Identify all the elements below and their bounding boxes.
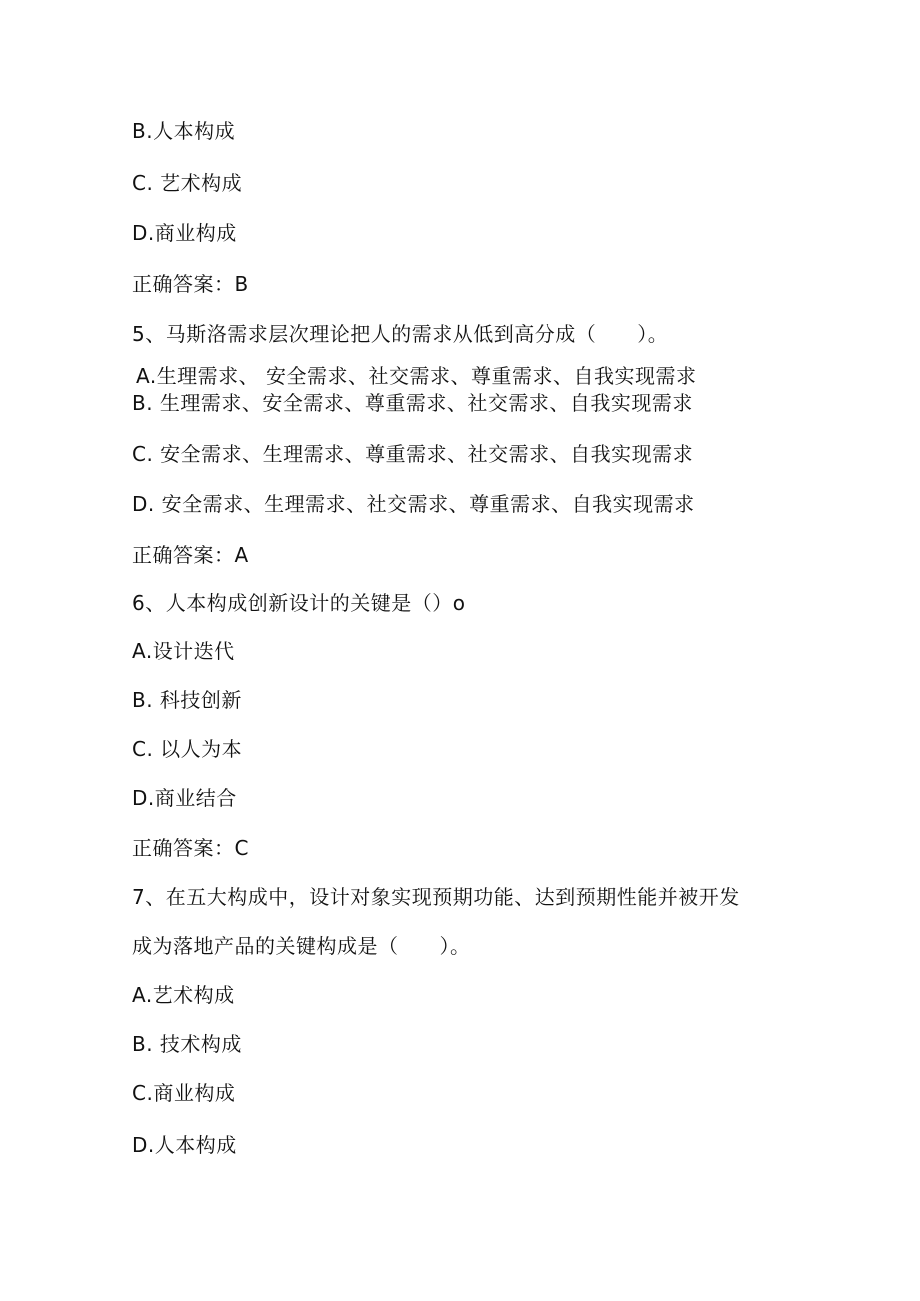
q4-option-c: C. 艺术构成 [132,171,243,195]
q6-question: 6、人本构成创新设计的关键是（）o [132,591,466,615]
q7-question-line-2: 成为落地产品的关键构成是（ ）。 [132,934,471,958]
q5-question: 5、马斯洛需求层次理论把人的需求从低到高分成（ ）。 [132,322,669,346]
q5-option-d: D. 安全需求、生理需求、社交需求、尊重需求、自我实现需求 [132,492,695,516]
q6-option-d: D.商业结合 [132,786,237,810]
q5-option-a: A.生理需求、 安全需求、社交需求、尊重需求、自我实现需求 [136,364,697,388]
q5-answer: 正确答案：A [132,543,249,567]
q5-option-b: B. 生理需求、安全需求、尊重需求、社交需求、自我实现需求 [132,391,693,415]
q6-option-b: B. 科技创新 [132,688,242,712]
q7-option-d: D.人本构成 [132,1133,237,1157]
q7-question-line-1: 7、在五大构成中，设计对象实现预期功能、达到预期性能并被开发 [132,885,740,909]
q6-option-a: A.设计迭代 [132,639,235,663]
q4-option-b: B.人本构成 [132,119,236,143]
q4-answer: 正确答案：B [132,272,249,296]
q6-option-c: C. 以人为本 [132,737,243,761]
q7-option-b: B. 技术构成 [132,1032,242,1056]
q5-option-c: C. 安全需求、生理需求、尊重需求、社交需求、自我实现需求 [132,442,694,466]
q7-option-a: A.艺术构成 [132,983,235,1007]
q4-option-d: D.商业构成 [132,221,237,245]
q6-answer: 正确答案：C [132,836,249,860]
q7-option-c: C.商业构成 [132,1081,236,1105]
